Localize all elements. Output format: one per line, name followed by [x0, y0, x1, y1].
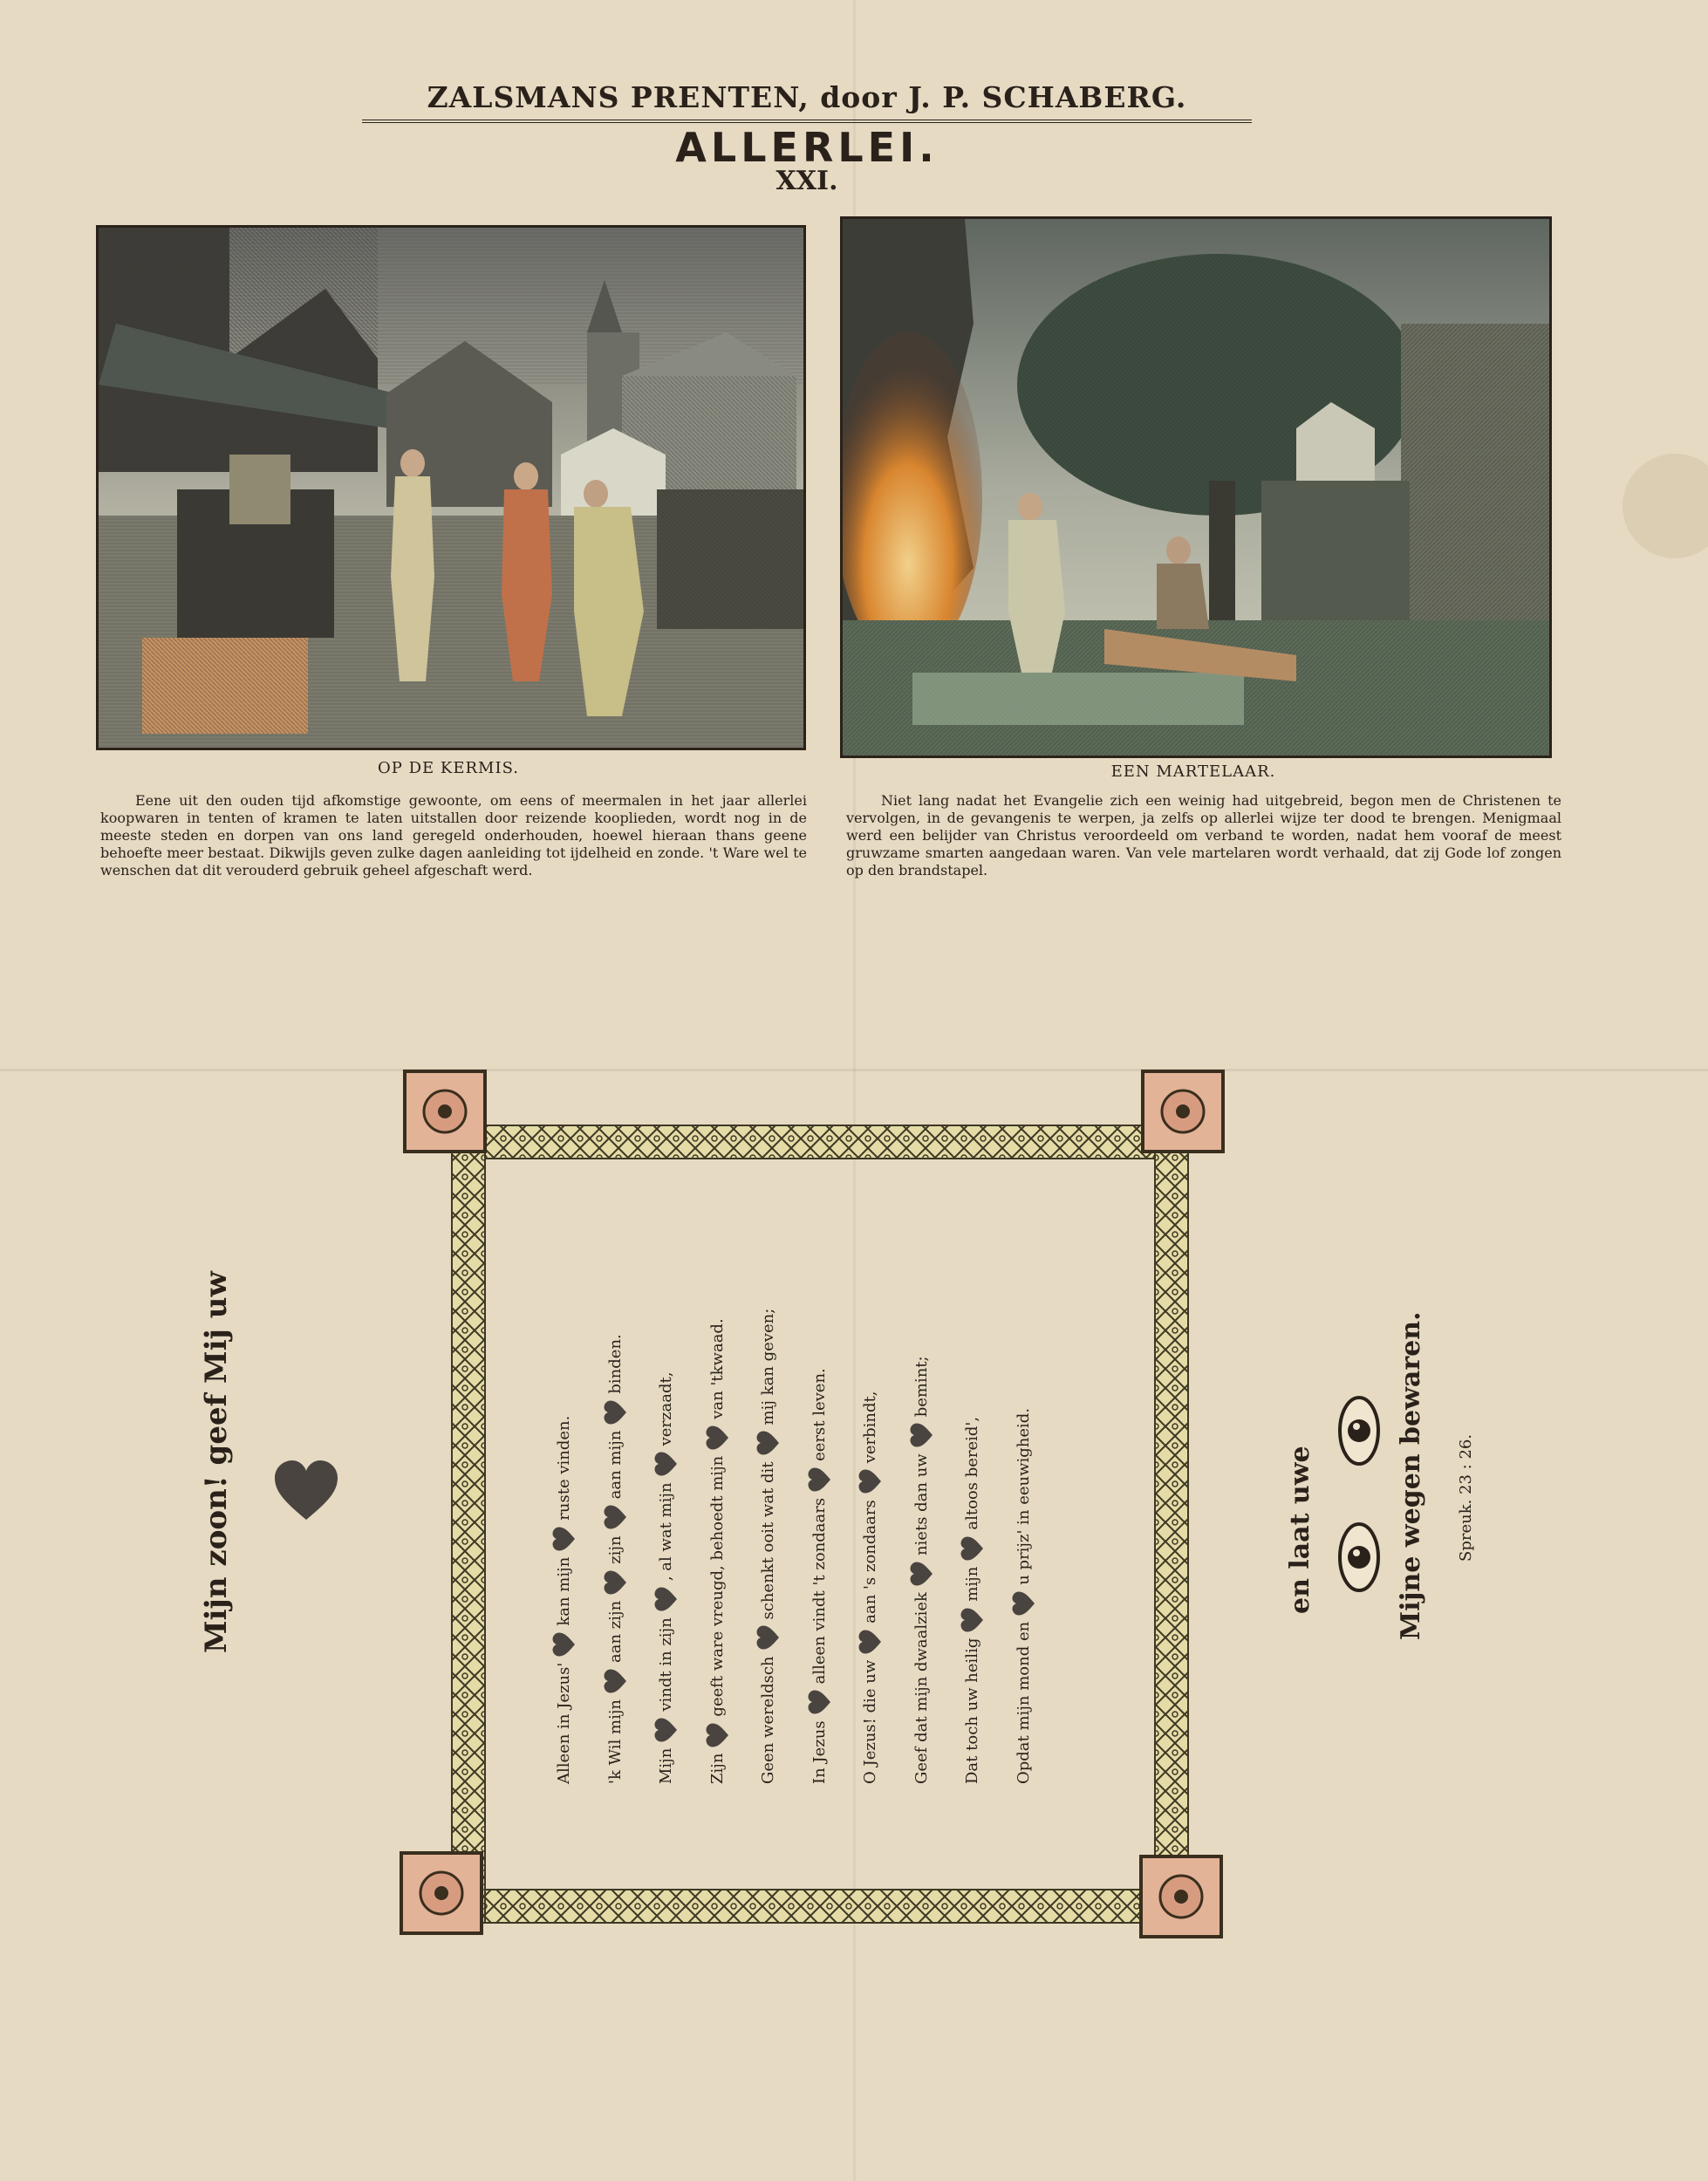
- kermis-engraving: [96, 225, 806, 750]
- poem-fragment: ruste vinden.: [555, 1415, 573, 1521]
- poem-line: [857, 1391, 884, 1785]
- motto-right-2: [1396, 1311, 1426, 1640]
- kermis-text: Eene uit den ouden tijd afkomstige gewoonte, om eens of meermalen in het jaar allerlei koopwaren in tenten of kramen te laten uitstallen door reizende kooplieden, wordt nog in de meeste steden en dorpen van ons land geregeld onderhouden, hoewel hieraan thans geene behoefte meer bestaat. Dikwijls geven zulke dagen aanleiding tot ijdelheid en zonde. 't Ware wel te wenschen dat dit verouderd gebruik geheel afgeschaft werd.: [100, 792, 807, 879]
- heart-icon: [603, 1504, 629, 1530]
- scripture-reference: [1457, 1434, 1475, 1562]
- motto-left-text: Mijn zoon! geef Mij uw: [199, 1271, 234, 1653]
- poem-fragment: aan mijn: [605, 1430, 625, 1500]
- heart-icon: [755, 1624, 782, 1651]
- heart-icon: [603, 1668, 629, 1694]
- page-subtitle: XXI.: [775, 166, 838, 196]
- poem-line: [1011, 1408, 1037, 1784]
- poem-line: [960, 1417, 986, 1784]
- poem-fragment: Geen wereldsch: [759, 1656, 777, 1784]
- heart-icon: [705, 1722, 731, 1748]
- poem-fragment: binden.: [605, 1334, 625, 1394]
- poem-fragment: vindt in zijn: [657, 1617, 675, 1712]
- poem-fragment: altoos bereid',: [963, 1416, 981, 1530]
- poem-line: [705, 1318, 731, 1784]
- heart-icon: [960, 1607, 986, 1633]
- poem-fragment: Zijn: [707, 1753, 727, 1784]
- poem-fragment: mijn: [963, 1566, 981, 1602]
- poem-fragment: eerst leven.: [810, 1368, 829, 1461]
- scripture-reference-text: Spreuk. 23 : 26.: [1457, 1433, 1475, 1562]
- heart-icon: [653, 1586, 680, 1612]
- poem-fragment: Mijn: [657, 1747, 675, 1784]
- motto-right-2-text: Mijne wegen bewaren.: [1396, 1311, 1426, 1640]
- heart-icon: [603, 1569, 629, 1596]
- martelaar-text: Niet lang nadat het Evangelie zich een weinig had uitgebreid, begon men de Christenen te vervolgen, in de gevangenis te werpen, ja zelfs op allerlei wijze ter dood te brengen. Menigmaal werd een belijder van Christus veroordeeld om verband te worden, nadat hem vooraf de meest gruwzame smarten aangedaan waren. Van vele martelaren wordt verhaald, dat zij Gode lof zongen op den brandstapel.: [846, 792, 1561, 879]
- frame-corner-top-right: [1138, 1066, 1228, 1157]
- poem-fragment: Alleen in Jezus': [555, 1662, 573, 1784]
- poem-fragment: In Jezus: [810, 1720, 829, 1784]
- frame-corner-bottom-left: [396, 1848, 487, 1938]
- poem-fragment: aan zijn: [605, 1600, 625, 1663]
- poem-fragment: Dat toch uw heilig: [963, 1637, 981, 1784]
- poem-fragment: geeft ware vreugd, behoedt mijn: [707, 1455, 727, 1717]
- poem-fragment: u prijz' in eeuwigheid.: [1014, 1407, 1033, 1585]
- poem-fragment: schenkt ooit wat dit: [759, 1461, 777, 1620]
- poem-fragment: van 'tkwaad.: [707, 1318, 727, 1419]
- heart-icon: [551, 1631, 577, 1658]
- heart-icon: [653, 1451, 680, 1477]
- poem-line: [807, 1368, 833, 1784]
- poem-fragment: verbindt,: [861, 1391, 879, 1464]
- heart-icon: [857, 1468, 884, 1494]
- heart-icon: [551, 1526, 577, 1552]
- eye-icon: [1333, 1391, 1385, 1470]
- poem-fragment: verzaadt,: [657, 1371, 675, 1446]
- poem-fragment: kan mijn: [555, 1556, 573, 1626]
- eye-icon: [1333, 1518, 1385, 1596]
- heart-icon: [603, 1399, 629, 1426]
- poem-line: [755, 1309, 782, 1784]
- poem-fragment: niets dan uw: [912, 1453, 931, 1556]
- poem-fragment: 'k Wil mijn: [605, 1699, 625, 1784]
- martelaar-engraving: [840, 216, 1552, 758]
- poem-line: [653, 1372, 680, 1784]
- poem-fragment: alleen vindt 't zondaars: [810, 1497, 829, 1685]
- heart-icon: [1011, 1590, 1037, 1617]
- poem-fragment: zijn: [605, 1535, 625, 1564]
- frame-corner-bottom-right: [1136, 1851, 1226, 1942]
- heart-icon: [857, 1629, 884, 1655]
- heart-icon: [909, 1561, 935, 1587]
- heart-icon: [705, 1425, 731, 1451]
- poem-fragment: O Jezus! die uw: [861, 1659, 879, 1784]
- poem-fragment: Geef dat mijn dwaalziek: [912, 1592, 931, 1784]
- heart-icon: [653, 1717, 680, 1743]
- kermis-caption: OP DE KERMIS.: [378, 759, 519, 777]
- page-title: ALLERLEI.: [675, 124, 939, 171]
- poem-fragment: bemint;: [912, 1356, 931, 1418]
- poem-fragment: aan 's zondaars: [861, 1500, 879, 1624]
- poem-line: [551, 1416, 577, 1784]
- paper-stain: [1623, 454, 1708, 558]
- masthead: ZALSMANS PRENTEN, door J. P. SCHABERG.: [362, 80, 1252, 123]
- motto-left: [199, 1271, 234, 1653]
- motto-right-1: [1285, 1446, 1315, 1614]
- poem-fragment: mij kan geven;: [759, 1308, 777, 1426]
- martelaar-caption: EEN MARTELAAR.: [1110, 762, 1276, 781]
- poem-line: [603, 1334, 629, 1784]
- heart-icon: [271, 1457, 341, 1527]
- poem-fragment: , al wat mijn: [657, 1482, 675, 1582]
- heart-icon: [909, 1422, 935, 1448]
- heart-icon: [807, 1689, 833, 1715]
- frame-corner-top-left: [400, 1066, 490, 1157]
- poem-fragment: Opdat mijn mond en: [1014, 1621, 1033, 1784]
- motto-right-1-text: en laat uwe: [1285, 1446, 1315, 1614]
- heart-icon: [807, 1467, 833, 1493]
- heart-icon: [960, 1535, 986, 1562]
- heart-icon: [755, 1430, 782, 1456]
- poem-line: [909, 1356, 935, 1784]
